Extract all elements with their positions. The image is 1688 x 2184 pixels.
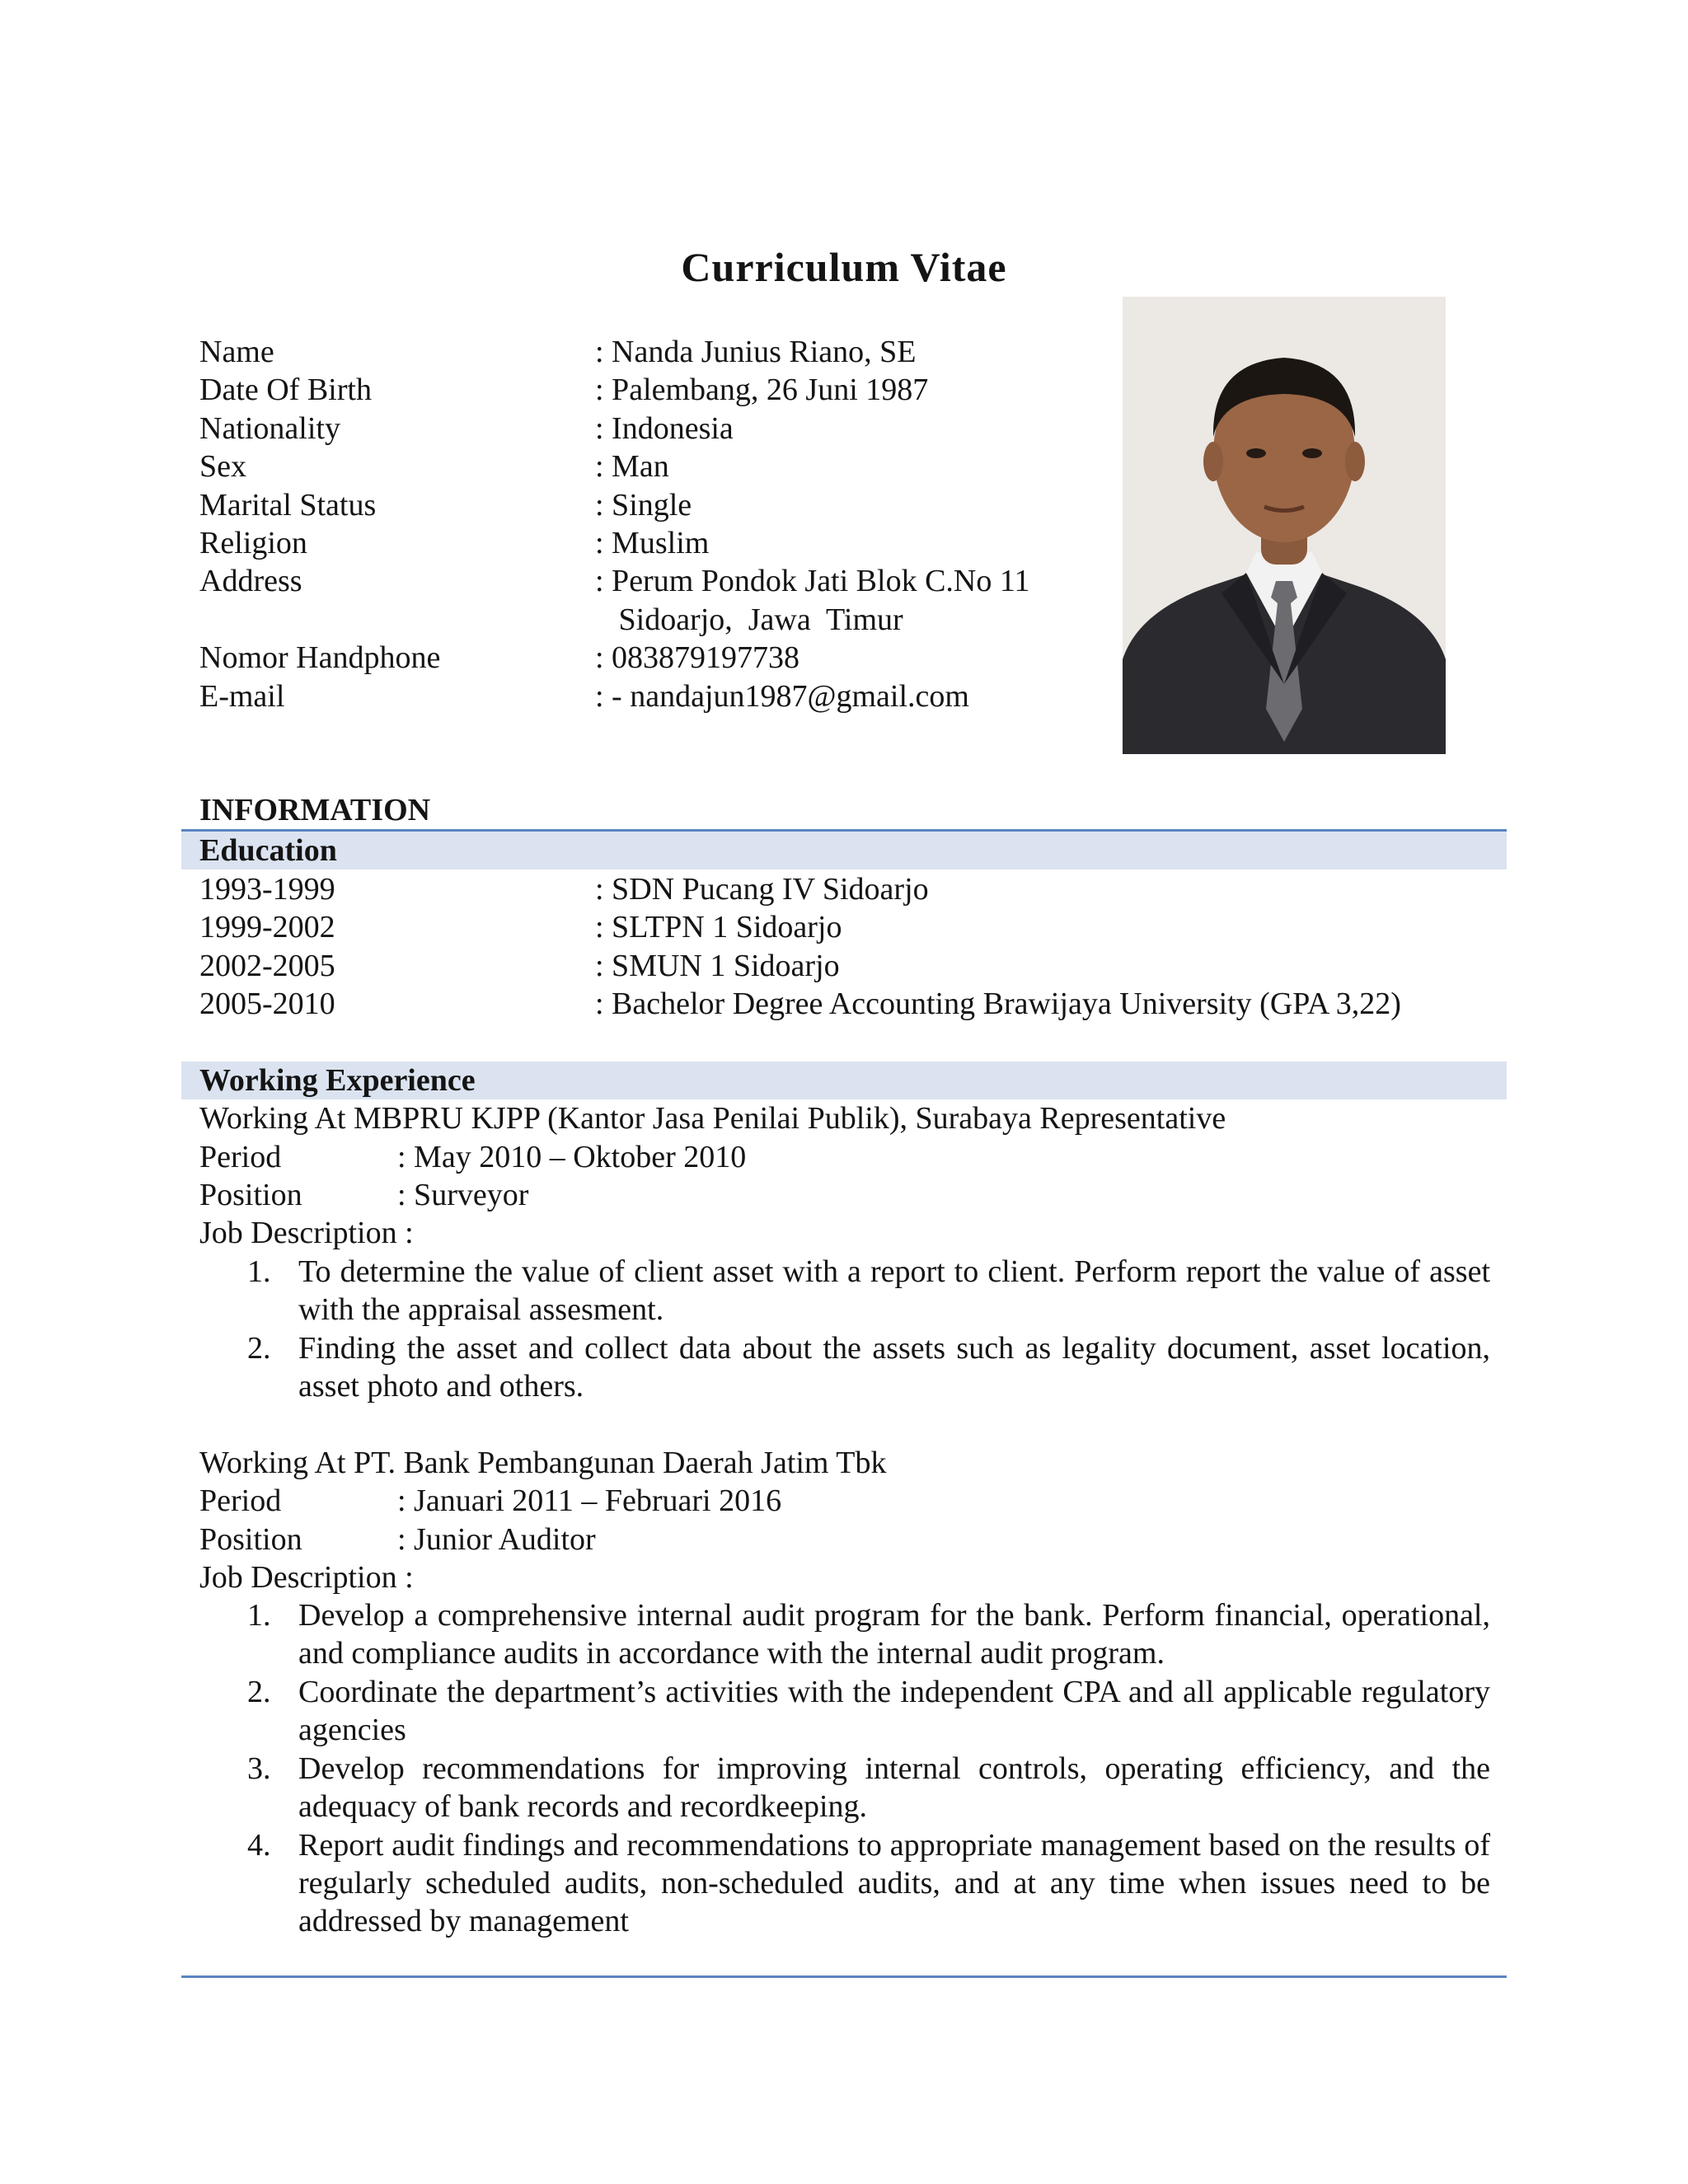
- job1-period-label: Period: [199, 1140, 282, 1174]
- address-label: Address: [199, 564, 302, 598]
- job2-item-text: Report audit findings and recommendations to appropriate management based on the results of regularly scheduled audits, non-scheduled audits, and at any time when issues need to be addressed by management: [298, 1828, 1490, 1938]
- edu-year-4: 2005-2010: [199, 987, 335, 1021]
- phone-value: : 083879197738: [595, 640, 800, 675]
- job2-item-number: 4.: [247, 1828, 271, 1863]
- name-label: Name: [199, 335, 274, 369]
- edu-school-3: : SMUN 1 Sidoarjo: [595, 949, 840, 983]
- bottom-divider: [181, 1975, 1507, 1978]
- profile-photo: [1123, 297, 1446, 754]
- experience-heading: Working Experience: [199, 1063, 476, 1098]
- address-value-line2: Sidoarjo, Jawa Timur: [595, 602, 903, 637]
- job2-period-value: : Januari 2011 – Februari 2016: [397, 1483, 782, 1518]
- job1-position-value: : Surveyor: [397, 1178, 529, 1212]
- job1-item-text: To determine the value of client asset with a report to client. Perform report the value of asset with the appraisal assesment.: [298, 1254, 1490, 1327]
- marital-label: Marital Status: [199, 488, 377, 523]
- information-heading: INFORMATION: [199, 793, 431, 827]
- job1-position-label: Position: [199, 1178, 302, 1212]
- edu-year-3: 2002-2005: [199, 949, 335, 983]
- job1-desc-label: Job Description :: [199, 1216, 414, 1250]
- phone-label: Nomor Handphone: [199, 640, 441, 675]
- email-label: E-mail: [199, 679, 285, 714]
- edu-year-1: 1993-1999: [199, 872, 335, 907]
- nationality-value: : Indonesia: [595, 411, 734, 446]
- job2-period-label: Period: [199, 1483, 282, 1518]
- job2-position-label: Position: [199, 1522, 302, 1557]
- job2-item-text: Develop a comprehensive internal audit program for the bank. Perform financial, operational, and compliance audits in accordance with the internal audit program.: [298, 1598, 1490, 1671]
- job2-item-text: Coordinate the department’s activities with the independent CPA and all applicable regulatory agencies: [298, 1675, 1490, 1747]
- job2-item-number: 1.: [247, 1598, 271, 1633]
- email-value: : - nandajun1987@gmail.com: [595, 679, 969, 714]
- document-title: Curriculum Vitae: [681, 244, 1007, 290]
- birth-label: Date Of Birth: [199, 373, 372, 407]
- religion-label: Religion: [199, 526, 307, 560]
- edu-year-2: 1999-2002: [199, 910, 335, 944]
- job2-item-number: 2.: [247, 1675, 271, 1709]
- birth-value: : Palembang, 26 Juni 1987: [595, 373, 929, 407]
- education-heading: Education: [199, 833, 337, 868]
- nationality-label: Nationality: [199, 411, 340, 446]
- job2-item-number: 3.: [247, 1751, 271, 1786]
- edu-school-4: : Bachelor Degree Accounting Brawijaya University (GPA 3,22): [595, 987, 1401, 1021]
- name-value: : Nanda Junius Riano, SE: [595, 335, 917, 369]
- job1-title: Working At MBPRU KJPP (Kantor Jasa Penilai Publik), Surabaya Representative: [199, 1101, 1226, 1136]
- job2-desc-label: Job Description :: [199, 1560, 414, 1595]
- job1-item-number: 2.: [247, 1331, 271, 1366]
- address-value-line1: : Perum Pondok Jati Blok C.No 11: [595, 564, 1030, 598]
- job1-item-text: Finding the asset and collect data about the assets such as legality document, asset location, asset photo and others.: [298, 1331, 1490, 1404]
- job2-item-text: Develop recommendations for improving internal controls, operating efficiency, and the adequacy of bank records and recordkeeping.: [298, 1751, 1490, 1824]
- experience-heading-band: [181, 1062, 1507, 1099]
- education-heading-band: [181, 829, 1507, 869]
- religion-value: : Muslim: [595, 526, 710, 560]
- sex-label: Sex: [199, 449, 246, 484]
- edu-school-2: : SLTPN 1 Sidoarjo: [595, 910, 842, 944]
- job2-position-value: : Junior Auditor: [397, 1522, 596, 1557]
- person-portrait-icon: [1123, 297, 1446, 754]
- sex-value: : Man: [595, 449, 669, 484]
- job2-title: Working At PT. Bank Pembangunan Daerah Jatim Tbk: [199, 1446, 887, 1480]
- job1-period-value: : May 2010 – Oktober 2010: [397, 1140, 747, 1174]
- edu-school-1: : SDN Pucang IV Sidoarjo: [595, 872, 929, 907]
- marital-value: : Single: [595, 488, 692, 523]
- job1-item-number: 1.: [247, 1254, 271, 1289]
